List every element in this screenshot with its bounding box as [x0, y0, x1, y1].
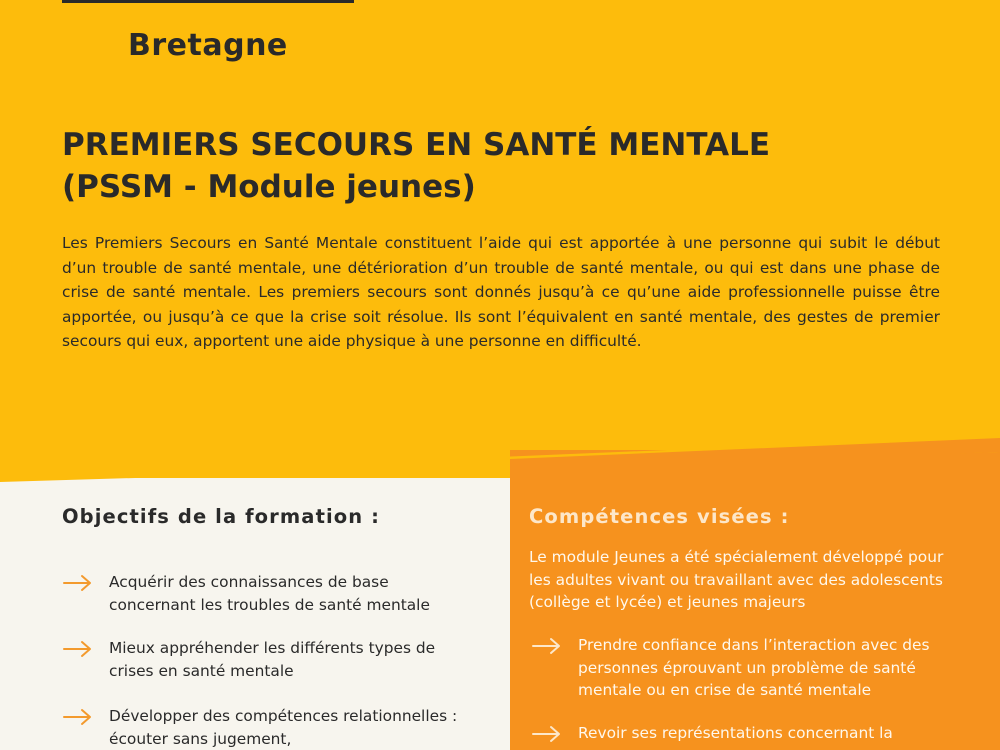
arrow-right-icon	[62, 639, 94, 659]
list-item-text: Prendre confiance dans l’interaction avec des personnes éprouvant un problème de santé mentale ou en crise de santé mentale	[578, 636, 930, 699]
arrow-right-icon	[62, 707, 94, 727]
arrow-right-icon	[62, 573, 94, 593]
list-item-text: Mieux appréhender les différents types de crises en santé mentale	[109, 639, 436, 680]
competences-title: Compétences visées :	[529, 505, 790, 528]
competences-intro: Le module Jeunes a été spécialement développé pour les adultes vivant ou travaillant avec des adolescents (collège et lycée) et jeunes majeurs	[529, 548, 944, 611]
page-title	[62, 124, 962, 208]
list-item-text: Acquérir des connaissances de base concernant les troubles de santé mentale	[109, 573, 430, 614]
objectifs-title: Objectifs de la formation :	[62, 505, 381, 528]
arrow-right-icon	[531, 724, 563, 744]
region-name: Bretagne	[128, 28, 288, 63]
intro-paragraph: Les Premiers Secours en Santé Mentale constituent l’aide qui est apportée à une personne qui subit le début d’un trouble de santé mentale, une détérioration d’un trouble de santé mentale, ou qui est dans une phase de crise de santé mentale. Les premiers secours sont donnés jusqu’à ce qu’une aide professionnelle puisse être apportée, ou jusqu’à ce que la crise soit résolue. Ils sont l’équivalent en santé mentale, des gestes de premier secours qui eux, apportent une aide physique à une personne en difficulté.	[62, 234, 940, 350]
title-line-2: (PSSM - Module jeunes)	[62, 169, 476, 205]
list-item-text: Développer des compétences relationnelles : écouter sans jugement,	[109, 707, 458, 748]
arrow-right-icon	[531, 636, 563, 656]
title-line-1: PREMIERS SECOURS EN SANTÉ MENTALE	[62, 127, 771, 163]
list-item-text: Revoir ses représentations concernant la	[578, 724, 893, 742]
